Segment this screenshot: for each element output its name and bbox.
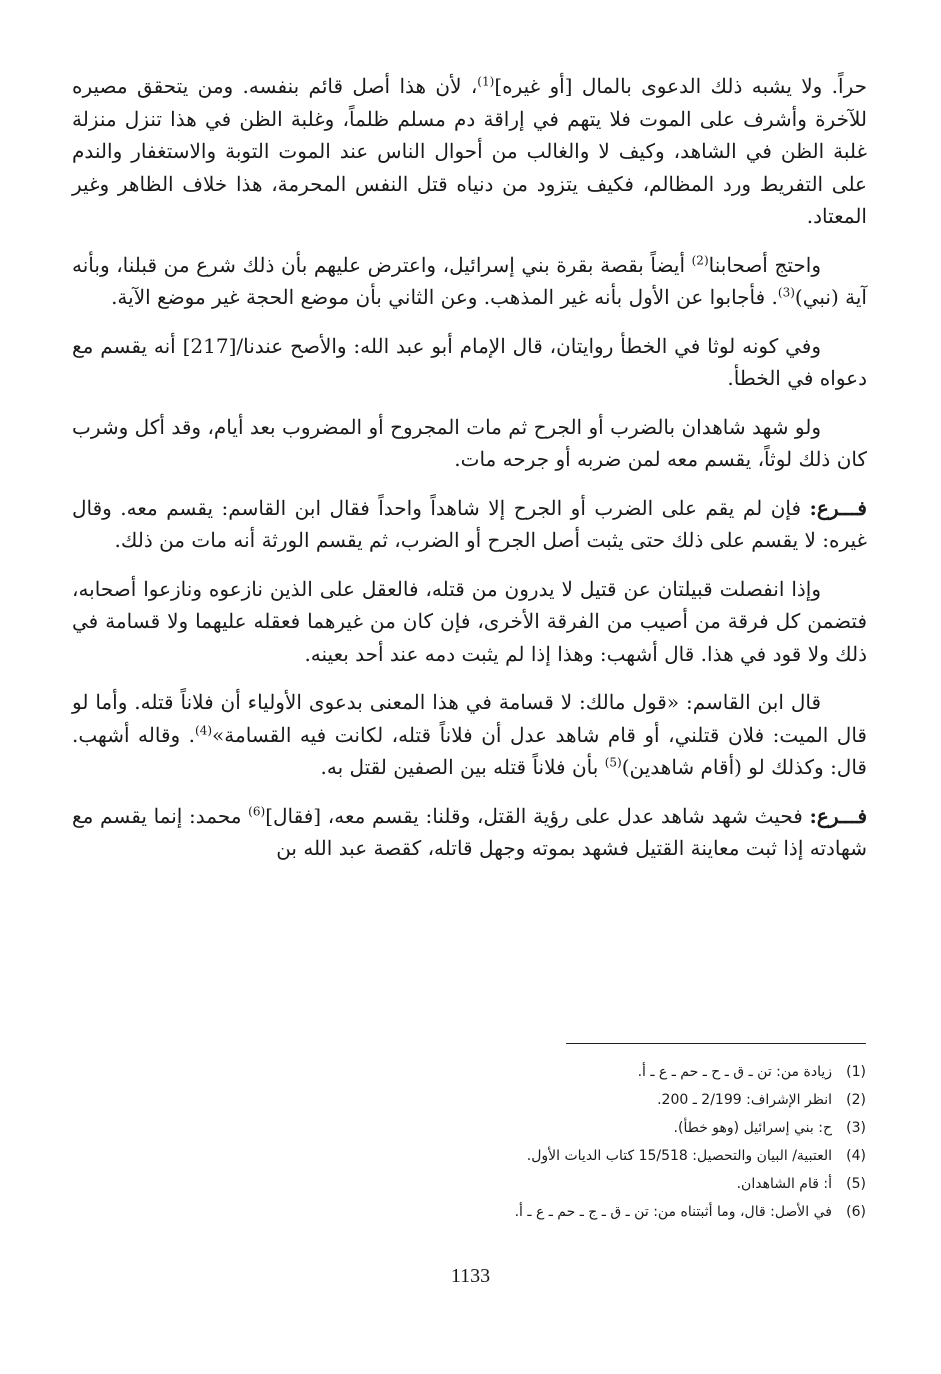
paragraph-3: وفي كونه لوثا في الخطأ روايتان، قال الإمام أبو عبد الله: والأصح عندنا/[217] أنه يقسم مع دعواه في الخطأ. bbox=[72, 333, 867, 390]
branch-label: فـــرع: bbox=[809, 803, 868, 828]
paragraph-4: ولو شهد شاهدان بالضرب أو الجرح ثم مات المجروح أو المضروب بعد أيام، وقد أكل وشرب كان ذلك لوثاً، يقسم معه لمن ضربه أو جرحه مات. bbox=[72, 414, 867, 471]
branch-label: فـــرع: bbox=[809, 495, 867, 520]
paragraph-6: وإذا انفصلت قبيلتان عن قتيل لا يدرون من قتله، فالعقل على الذين نازعوه ونازعوا أصحابه، فتضمن كل فرقة من أصيب من الفرقة الأخرى، فإن كان من غيرهما فعقله عليهما ولا قسامة في ذلك ولا قود في هذا. قال أشهب: وهذا إذا لم يثبت دمه عند أحد بعينه. bbox=[72, 576, 867, 666]
footnote-6: (6) في الأصل: قال، وما أثبتناه من: تن ـ ق ـ ج ـ حم ـ ع ـ أ. bbox=[514, 1204, 866, 1220]
footnote-2: (2) انظر الإشراف: 2/199 ـ 200. bbox=[657, 1092, 866, 1108]
footnote-4: (4) العتبية/ البيان والتحصيل: 15/518 كتاب الديات الأول. bbox=[526, 1148, 866, 1164]
paragraph-2: واحتج أصحابنا$^{(2)}$ أيضاً بقصة بقرة بني إسرائيل، واعترض عليهم بأن ذلك شرع من قبلنا، وبأنه آية (نبي)$^{(3)}$. فأجابوا عن الأول بأنه غير المذهب. وعن الثاني بأن موضع الحجة غير موضع الآية. bbox=[72, 252, 867, 309]
page-body bbox=[72, 70, 867, 881]
footnotes bbox=[266, 1058, 866, 1226]
footnote-ref-1[interactable]: (1) bbox=[477, 74, 495, 89]
paragraph-1: حراً. ولا يشبه ذلك الدعوى بالمال [أو غيره]$^{(1)}$، لأن هذا أصل قائم بنفسه. ومن يتحقق مصيره للآخرة وأشرف على الموت فلا يتهم في إراقة دم مسلم ظلماً، وغلبة الظن في هذا تنزل منزلة غلبة الظن في الشاهد، وكيف لا والغالب من أحوال الناس عند الموت التوبة والاستغفار والندم على التفريط ورد المظالم، فكيف يتزود من دنياه قتل النفس المحرمة، هذا خلاف الظاهر وغير المعتاد. bbox=[72, 74, 867, 228]
footnote-ref-2[interactable]: (2) bbox=[691, 252, 709, 267]
footnote-3: (3) ح: بني إسرائيل (وهو خطأ). bbox=[673, 1120, 866, 1136]
paragraph-8: فـــرع: فحيث شهد شاهد عدل على رؤية القتل، وقلنا: يقسم معه، [فقال]$^{(6)}$ محمد: إنما يقسم مع شهادته إذا ثبت معاينة القتيل فشهد بموته وجهل قاتله، كقصة عبد الله بن bbox=[72, 803, 868, 860]
footnote-ref-4[interactable]: (4) bbox=[195, 722, 213, 737]
paragraph-7: قال ابن القاسم: «قول مالك: لا قسامة في هذا المعنى بدعوى الأولياء أن فلاناً قتله. وأما لو قال الميت: فلان قتلني، أو قام شاهد عدل أن فلاناً قتله، لكانت فيه القسامة»$^{(4)}$. وقاله أشهب. قال: وكذلك لو (أقام شاهدين)$^{(5)}$ بأن فلاناً قتله بين الصفين لقتل به. bbox=[72, 690, 867, 779]
footnote-ref-5[interactable]: (5) bbox=[604, 755, 622, 770]
footnote-separator bbox=[566, 1043, 866, 1044]
paragraph-5: فـــرع: فإن لم يقم على الضرب أو الجرح إلا شاهداً واحداً فقال ابن القاسم: يقسم معه. وقال غيره: لا يقسم على ذلك حتى يثبت أصل الجرح أو الضرب، ثم يقسم الورثة أنه مات من ذلك. bbox=[72, 495, 867, 552]
footnote-5: (5) أ: قام الشاهدان. bbox=[736, 1176, 866, 1192]
page-number: 1133 bbox=[450, 1265, 491, 1287]
footnote-ref-6[interactable]: (6) bbox=[248, 803, 266, 818]
footnote-ref-3[interactable]: (3) bbox=[777, 285, 795, 300]
footnote-1: (1) زيادة من: تن ـ ق ـ ح ـ حم ـ ع ـ أ. bbox=[637, 1064, 866, 1080]
